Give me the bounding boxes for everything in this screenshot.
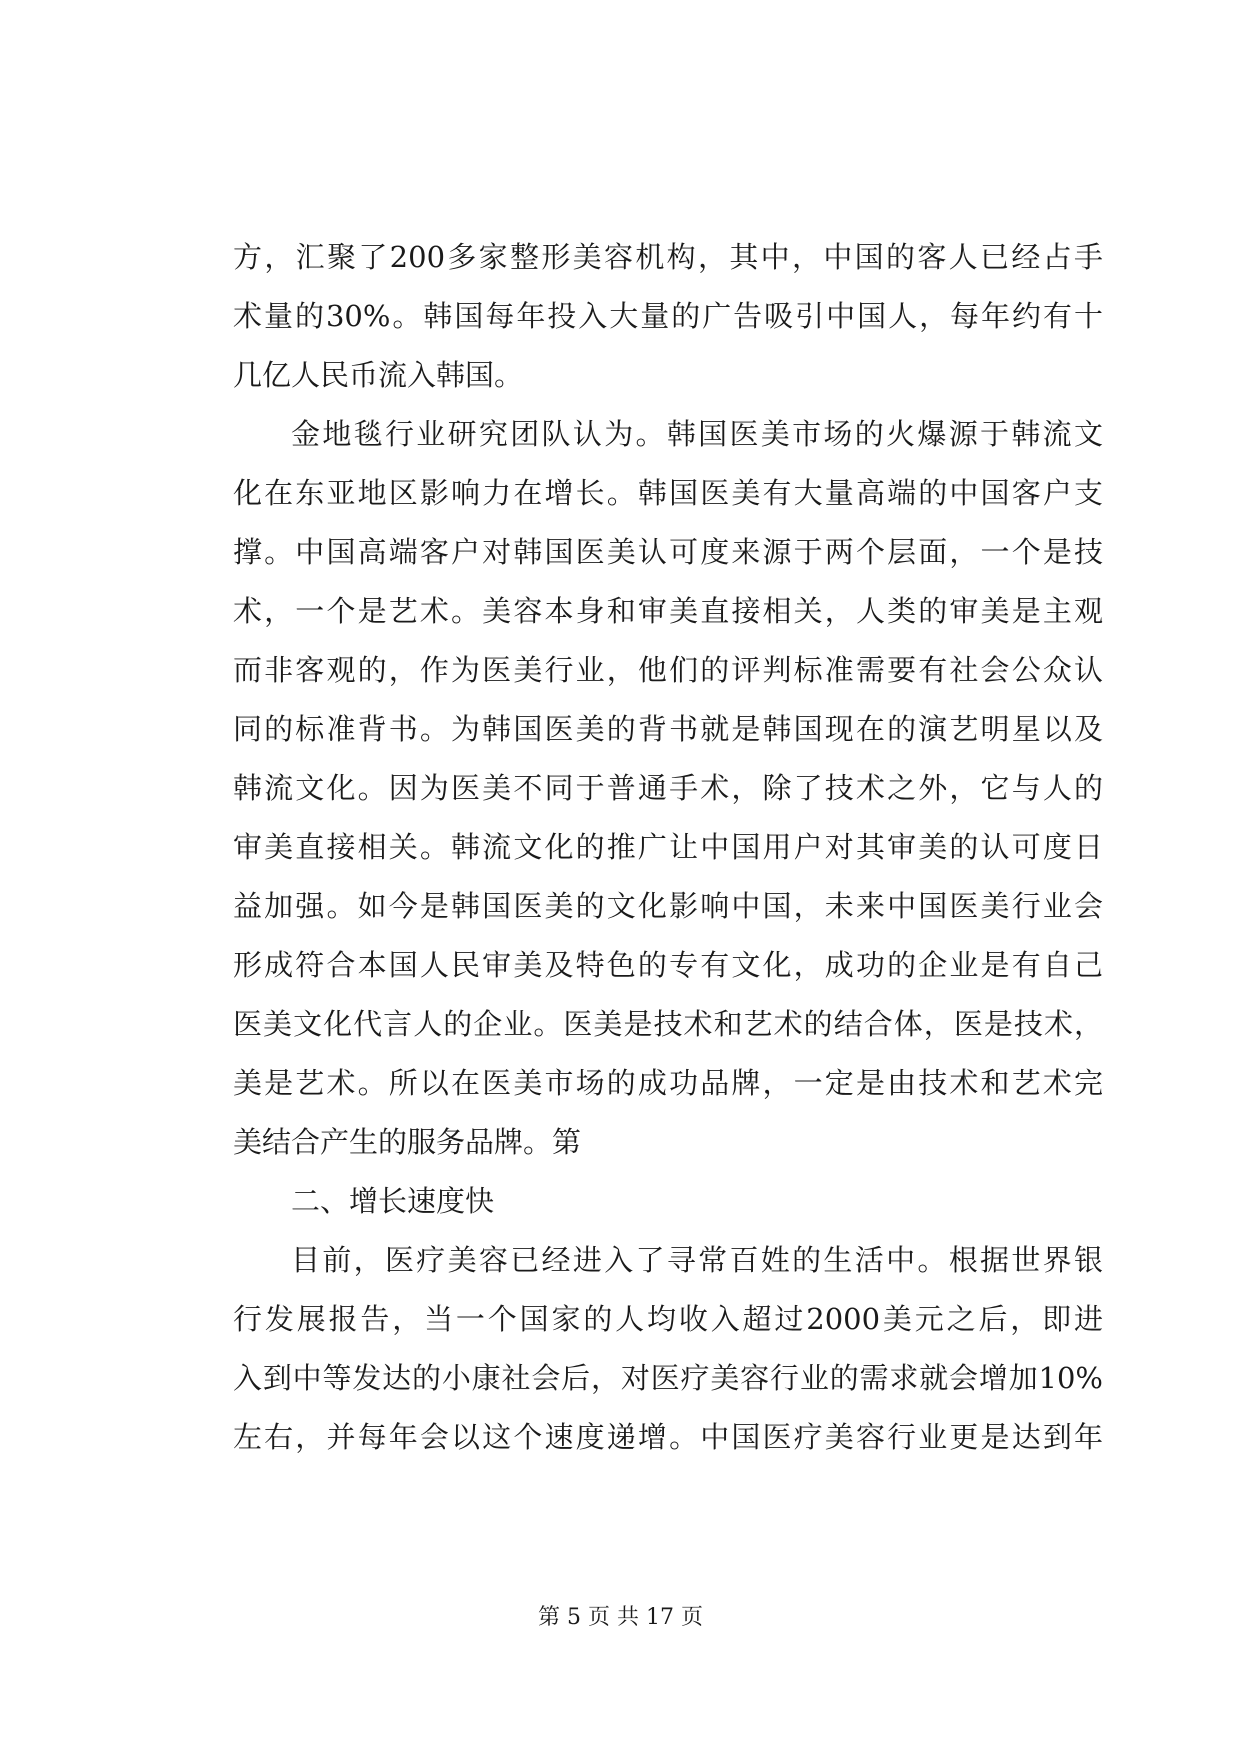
text-line: 而非客观的，作为医美行业，他们的评判标准需要有社会公众认 — [233, 653, 1103, 687]
page-footer: 第 5 页 共 17 页 — [538, 1605, 703, 1630]
text-line: 形成符合本国人民审美及特色的专有文化，成功的企业是有自己 — [233, 948, 1103, 982]
text-line: 左右，并每年会以这个速度递增。中国医疗美容行业更是达到年 — [233, 1420, 1103, 1454]
text-line: 金地毯行业研究团队认为。韩国医美市场的火爆源于韩流文 — [291, 417, 1103, 451]
text-line: 行发展报告，当一个国家的人均收入超过2000美元之后，即进 — [233, 1302, 1103, 1336]
text-line: 同的标准背书。为韩国医美的背书就是韩国现在的演艺明星以及 — [233, 712, 1103, 746]
text-line: 二、增长速度快 — [291, 1184, 495, 1218]
text-line: 目前，医疗美容已经进入了寻常百姓的生活中。根据世界银 — [291, 1243, 1103, 1277]
text-line: 术量的30%。韩国每年投入大量的广告吸引中国人，每年约有十 — [233, 299, 1103, 333]
text-line: 方，汇聚了200多家整形美容机构，其中，中国的客人已经占手 — [233, 240, 1103, 274]
text-line: 化在东亚地区影响力在增长。韩国医美有大量高端的中国客户支 — [233, 476, 1103, 510]
text-line: 美结合产生的服务品牌。第 — [233, 1125, 582, 1159]
text-line: 美是艺术。所以在医美市场的成功品牌，一定是由技术和艺术完 — [233, 1066, 1103, 1100]
text-line: 撑。中国高端客户对韩国医美认可度来源于两个层面，一个是技 — [233, 535, 1103, 569]
text-line: 益加强。如今是韩国医美的文化影响中国，未来中国医美行业会 — [233, 889, 1103, 923]
text-line: 几亿人民币流入韩国。 — [233, 358, 524, 392]
text-line: 韩流文化。因为医美不同于普通手术，除了技术之外，它与人的 — [233, 771, 1103, 805]
text-line: 审美直接相关。韩流文化的推广让中国用户对其审美的认可度日 — [233, 830, 1103, 864]
text-line: 术，一个是艺术。美容本身和审美直接相关，人类的审美是主观 — [233, 594, 1103, 628]
text-line: 入到中等发达的小康社会后，对医疗美容行业的需求就会增加10% — [233, 1361, 1103, 1395]
body-text — [233, 228, 1103, 1467]
text-line: 医美文化代言人的企业。医美是技术和艺术的结合体，医是技术， — [233, 1007, 1103, 1041]
